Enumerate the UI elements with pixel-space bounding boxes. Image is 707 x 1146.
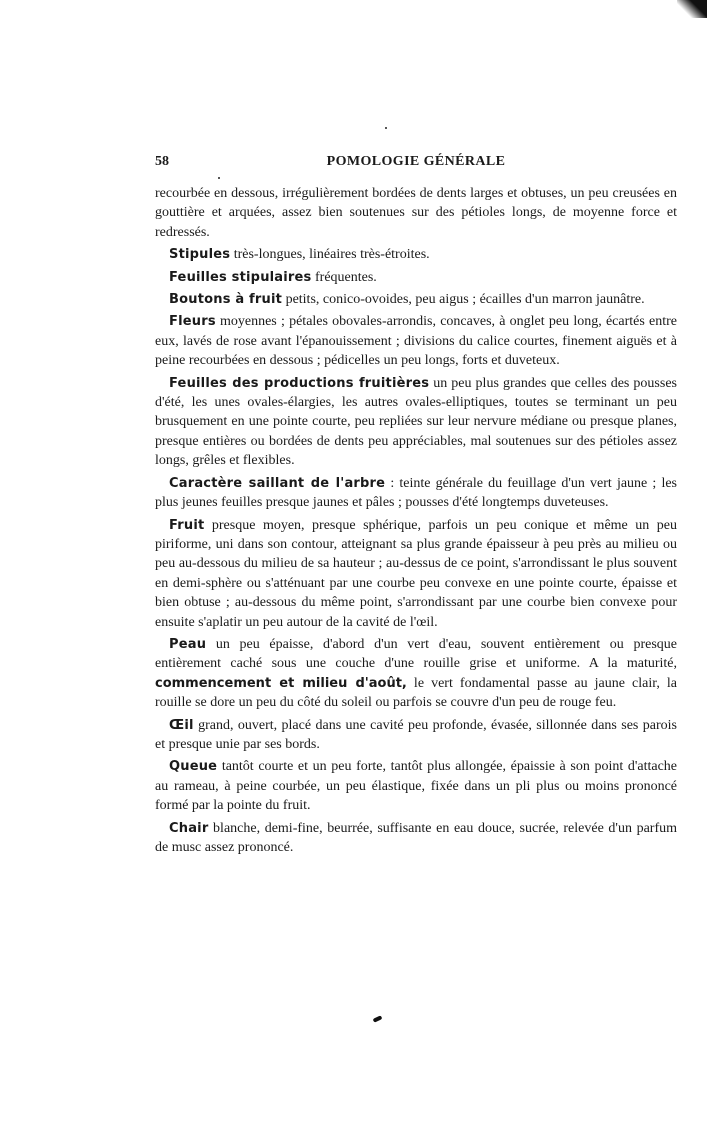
paragraph-text: presque moyen, presque sphérique, parfois un peu conique et même un peu piriforme, uni dans son contour, atteignant sa plus grande épaisseur à peu près au milieu ou peu au-dessous du milieu de sa hauteur ; au-dessus de ce point, s'arrondissant le plus souvent en demi-sphère ou s'atténuant par une courbe peu convexe en une pointe courte, épaisse et bien obtuse ; au-dessous du même point, s'arrondissant par une courbe bien convexe pour ensuite s'aplatir un peu autour de la cavité de l'œil. — [155, 517, 677, 630]
term-label: Fruit — [169, 517, 205, 533]
term-label: Queue — [169, 759, 218, 775]
page-number: 58 — [155, 154, 169, 169]
paragraph-peau — [155, 635, 677, 713]
paragraph-text: un peu plus grandes que celles des pousses d'été, les unes ovales-élargies, les autres ovales-elliptiques, toutes se terminant un peu brusquement en une pointe courte, peu repliées sur leur nervure médiane ou presque planes, presque entières ou bordées de dents peu appréciables, mal soutenues sur des pétioles assez longs, grêles et flexibles. — [155, 375, 677, 469]
scan-speck — [218, 177, 220, 179]
paragraph-text: un peu épaisse, d'abord d'un vert d'eau, souvent entièrement ou presque entièrement caché sous une couche d'une rouille grise et uniforme. A la maturité, — [155, 636, 677, 672]
paragraph-text: : teinte générale du feuillage d'un vert jaune ; les plus jeunes feuilles presque jaunes et pâles ; pousses d'été longtemps duveteuses. — [155, 475, 677, 511]
term-label: Stipules — [169, 247, 231, 263]
paragraph-text: blanche, demi-fine, beurrée, suffisante en eau douce, sucrée, relevée d'un parfum de musc assez prononcé. — [155, 820, 677, 855]
term-label: Feuilles stipulaires — [169, 269, 312, 285]
term-label: Fleurs — [169, 314, 216, 330]
paragraph-text: petits, conico-ovoides, peu aigus ; écailles d'un marron jaunâtre. — [282, 292, 645, 308]
paragraph-chair — [155, 819, 677, 858]
paragraph-text: fréquentes. — [311, 269, 377, 285]
paragraph-queue — [155, 757, 677, 815]
paragraph-stipules — [155, 245, 677, 264]
page-header — [155, 154, 677, 174]
term-label: Boutons à fruit — [169, 292, 283, 308]
scan-corner-artifact — [677, 0, 707, 18]
paragraph-continuation — [155, 184, 677, 242]
term-label: Peau — [169, 636, 207, 652]
paragraph-caractere — [155, 474, 677, 513]
paragraph-text: moyennes ; pétales obovales-arrondis, concaves, à onglet peu long, écartés entre eux, lavés de rose avant l'épanouissement ; divisions du calice courtes, finement aiguës et à peine recourbées en dessous ; pédicelles un peu longs, forts et duveteux. — [155, 314, 677, 369]
paragraph-text: recourbée en dessous, irrégulièrement bordées de dents larges et obtuses, un peu creusées en gouttière et arquées, assez bien soutenues sur des pétioles longs, de moyenne force et redressés. — [155, 186, 677, 240]
paragraph-text: très-longues, linéaires très-étroites. — [230, 247, 430, 263]
paragraph-feuilles-stipulaires — [155, 268, 677, 287]
scan-speck — [385, 127, 387, 129]
ink-mark — [373, 1015, 383, 1022]
paragraph-oeil — [155, 716, 677, 755]
maturity-date: commencement et milieu d'août, — [155, 675, 407, 691]
running-title: POMOLOGIE GÉNÉRALE — [326, 154, 506, 169]
term-label: Chair — [169, 820, 209, 836]
term-label: Œil — [169, 717, 194, 733]
term-label: Feuilles des productions fruitières — [169, 375, 430, 391]
paragraph-text: grand, ouvert, placé dans une cavité peu profonde, évasée, sillonnée dans ses parois et presque unie par ses bords. — [155, 717, 677, 752]
paragraph-fruit — [155, 516, 677, 632]
body-text — [155, 184, 677, 860]
paragraph-text-after: le vert fondamental passe au jaune clair, la rouille se dore un peu du côté du soleil ou parfois se couvre d'un peu de rouge feu. — [155, 675, 678, 711]
paragraph-feuilles-productions — [155, 374, 677, 471]
term-label: Caractère saillant de l'arbre — [169, 475, 386, 491]
paragraph-boutons — [155, 290, 677, 309]
paragraph-text: tantôt courte et un peu forte, tantôt plus allongée, épaissie à son point d'attache au rameau, à peine courbée, un peu élastique, fixée dans un pli plus ou moins prononcé formé par la pointe du fruit. — [155, 759, 677, 814]
paragraph-fleurs — [155, 312, 677, 370]
